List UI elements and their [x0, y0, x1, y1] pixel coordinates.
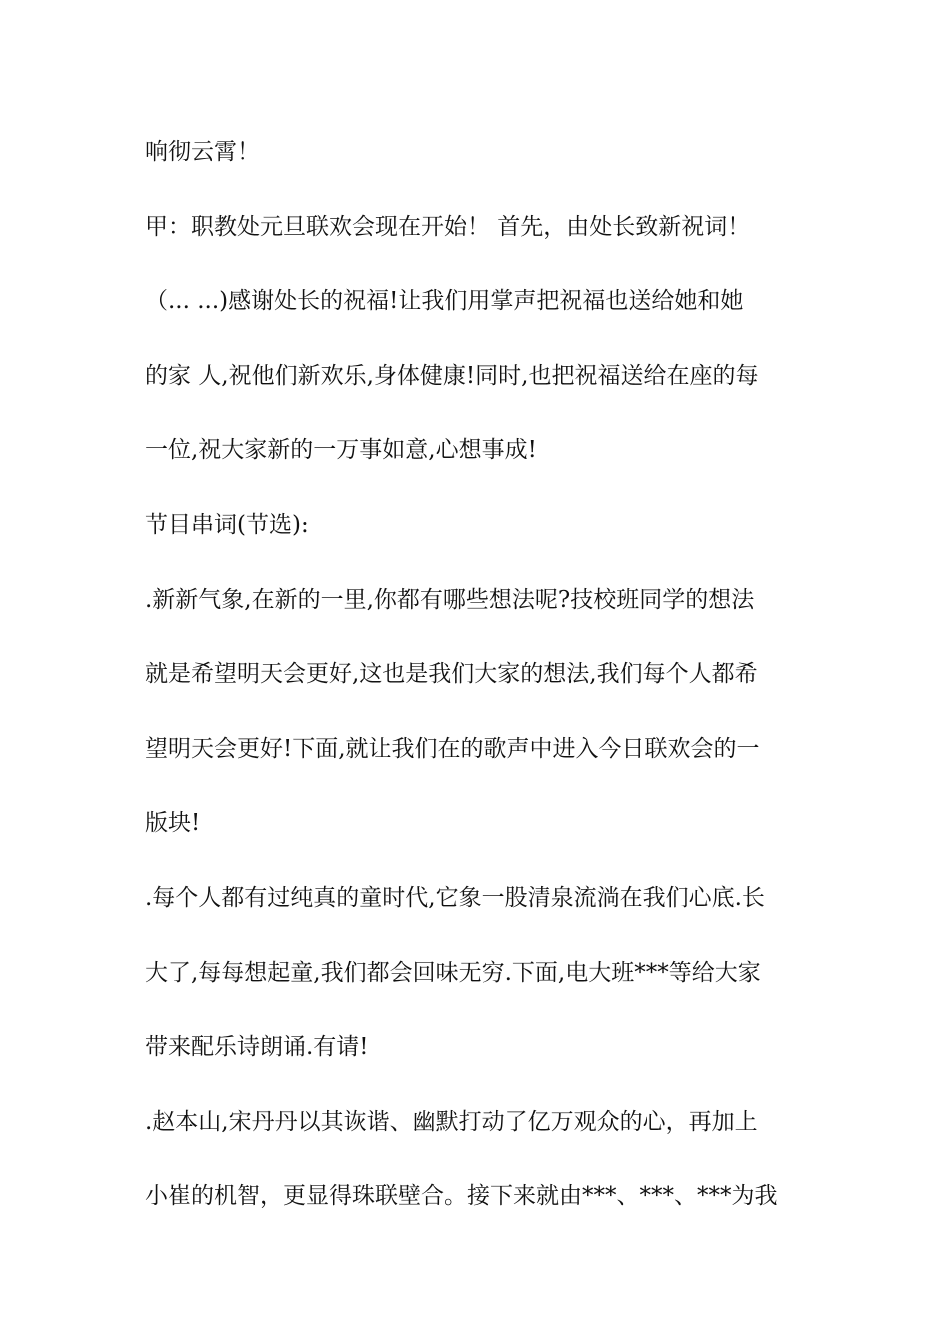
text-line: 的家 人,祝他们新欢乐,身体健康!同时,也把祝福送给在座的每 — [145, 362, 759, 389]
text-line: 一位,祝大家新的一万事如意,心想事成! — [145, 437, 537, 464]
text-line: 版块! — [145, 810, 201, 837]
section-heading: 节目串词(节选): — [145, 511, 309, 538]
text-line: .赵本山,宋丹丹以其诙谐、幽默打动了亿万观众的心，再加上 — [145, 1108, 758, 1135]
text-line: 望明天会更好!下面,就让我们在的歌声中进入今日联欢会的一 — [145, 735, 760, 762]
text-line: 小崔的机智，更显得珠联壁合。接下来就由***、***、***为我 — [145, 1183, 778, 1210]
text-line: 响彻云霄！ — [145, 139, 260, 165]
text-line: 就是希望明天会更好,这也是我们大家的想法,我们每个人都希 — [145, 661, 758, 688]
text-line: .每个人都有过纯真的童时代,它象一股清泉流淌在我们心底.长 — [145, 884, 765, 911]
text-line: 甲：职教处元旦联欢会现在开始！ 首先，由处长致新祝词！ — [145, 213, 751, 240]
text-line: （... ...)感谢处长的祝福!让我们用掌声把祝福也送给她和她 — [145, 288, 744, 315]
text-line: .新新气象,在新的一里,你都有哪些想法呢?技校班同学的想法 — [145, 586, 755, 613]
body-text — [145, 126, 810, 1245]
text-line: 带来配乐诗朗诵.有请! — [145, 1034, 369, 1061]
text-line: 大了,每每想起童,我们都会回味无穷.下面,电大班***等给大家 — [145, 959, 761, 986]
